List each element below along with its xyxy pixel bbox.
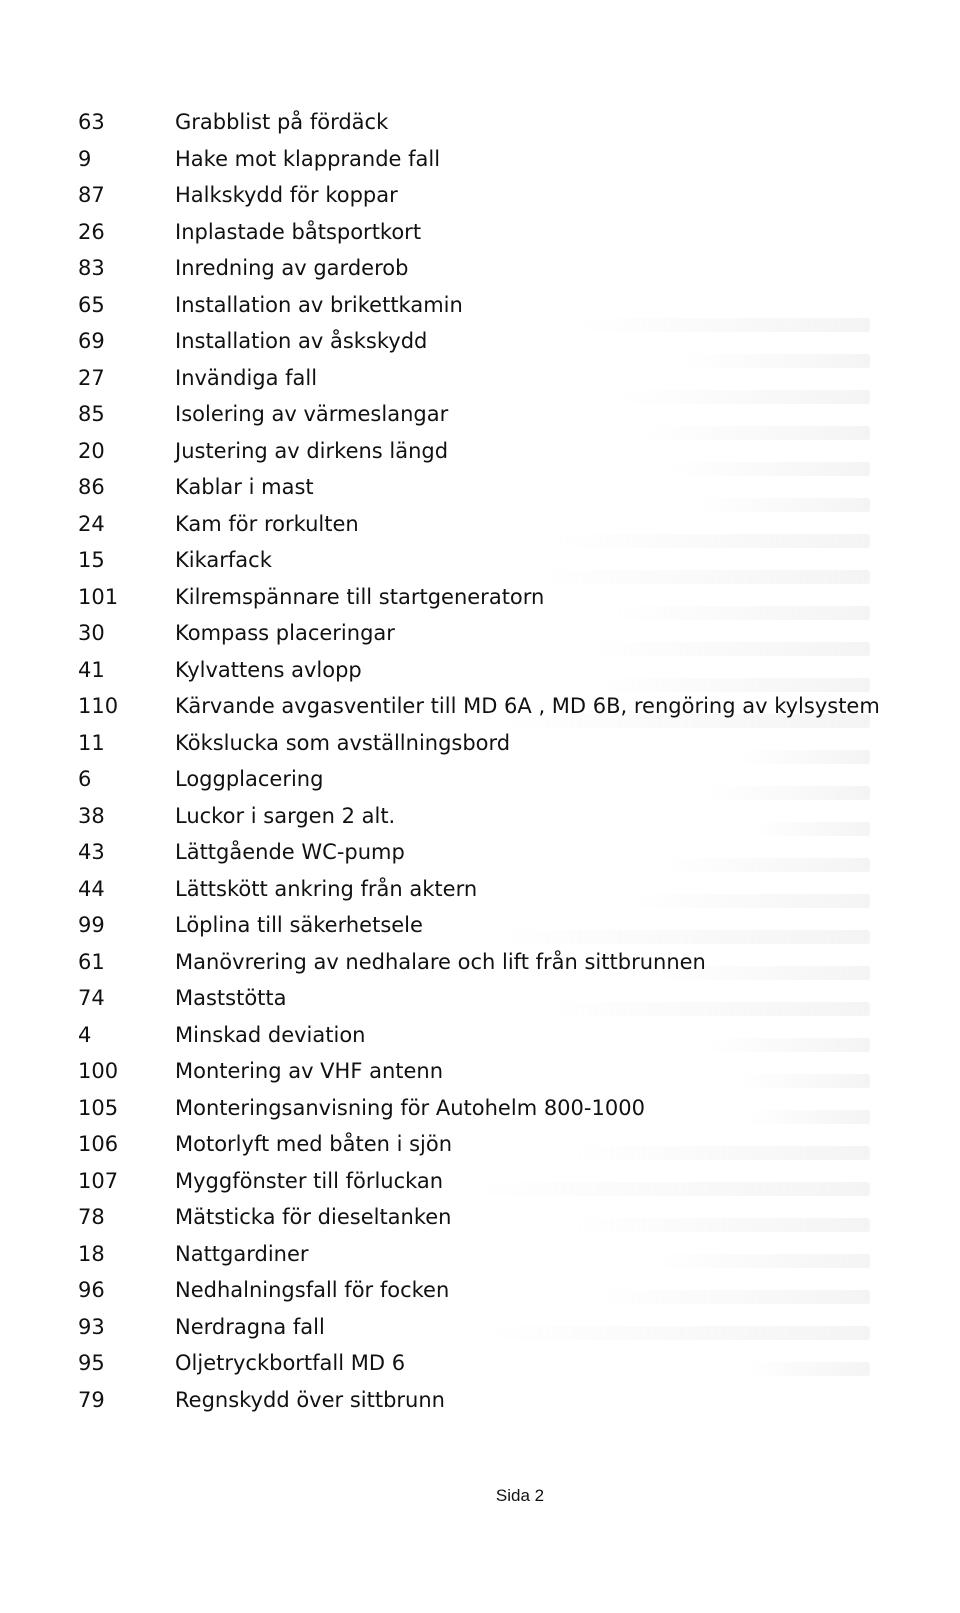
- list-item: [0, 1309, 960, 1346]
- list-item: [0, 1236, 960, 1273]
- list-item: [0, 834, 960, 871]
- entry-title: Lättskött ankring från aktern: [175, 876, 478, 901]
- list-item: [0, 250, 960, 287]
- entry-number: 44: [78, 876, 105, 901]
- entry-title: Inplastade båtsportkort: [175, 219, 422, 244]
- entry-title: Löplina till säkerhetsele: [175, 913, 423, 937]
- entry-number: 43: [78, 840, 105, 864]
- entry-title: Nerdragna fall: [175, 1314, 325, 1339]
- list-item: [0, 433, 960, 470]
- entry-title: Kablar i mast: [175, 475, 314, 499]
- entry-number: 26: [78, 219, 105, 244]
- list-item: [0, 506, 960, 543]
- entry-title: Grabblist på fördäck: [175, 110, 389, 134]
- entry-number: 11: [78, 730, 105, 755]
- entry-number: 100: [78, 1059, 119, 1083]
- list-item: [0, 1163, 960, 1200]
- list-item: [0, 1053, 960, 1090]
- entry-title: Installation av brikettkamin: [175, 292, 463, 317]
- entry-title: Regnskydd över sittbrunn: [175, 1387, 445, 1412]
- entry-title: Luckor i sargen 2 alt.: [175, 803, 396, 828]
- page-number: Sida 2: [495, 1486, 545, 1505]
- entry-number: 30: [78, 621, 105, 645]
- entry-title: Kylvattens avlopp: [175, 657, 362, 682]
- entry-title: Invändiga fall: [175, 365, 318, 390]
- entry-number: 41: [78, 657, 105, 682]
- list-item: [0, 1126, 960, 1163]
- entry-title: Kompass placeringar: [175, 621, 395, 645]
- entry-title: Maststötta: [175, 986, 287, 1010]
- list-item: [0, 469, 960, 506]
- list-item: [0, 396, 960, 433]
- entry-number: 63: [78, 110, 105, 134]
- list-item: [0, 360, 960, 397]
- list-item: [0, 944, 960, 981]
- entry-number: 78: [78, 1205, 105, 1229]
- entry-number: 83: [78, 256, 105, 280]
- list-item: [0, 871, 960, 908]
- list-item: [0, 980, 960, 1017]
- index-list: [0, 104, 960, 1418]
- entry-number: 4: [78, 1022, 92, 1047]
- list-item: [0, 725, 960, 762]
- entry-title: Motorlyft med båten i sjön: [175, 1132, 453, 1156]
- list-item: [0, 1272, 960, 1309]
- list-item: [0, 1382, 960, 1419]
- entry-title: Lättgående WC-pump: [175, 840, 405, 864]
- entry-number: 93: [78, 1314, 105, 1339]
- list-item: [0, 1199, 960, 1236]
- entry-number: 95: [78, 1351, 105, 1375]
- entry-number: 79: [78, 1387, 105, 1412]
- entry-number: 61: [78, 949, 105, 974]
- list-item: [0, 1345, 960, 1382]
- list-item: [0, 798, 960, 835]
- entry-number: 38: [78, 803, 105, 828]
- entry-number: 85: [78, 402, 105, 426]
- entry-title: Halkskydd för koppar: [175, 183, 398, 207]
- entry-number: 18: [78, 1241, 105, 1266]
- entry-title: Kikarfack: [175, 548, 272, 572]
- entry-title: Nattgardiner: [175, 1241, 309, 1266]
- entry-number: 86: [78, 475, 105, 499]
- list-item: [0, 1017, 960, 1054]
- entry-number: 107: [78, 1168, 119, 1193]
- entry-title: Kärvande avgasventiler till MD 6A , MD 6B, rengöring av kylsystem: [175, 694, 880, 718]
- entry-title: Nedhalningsfall för focken: [175, 1278, 450, 1302]
- list-item: [0, 1090, 960, 1127]
- entry-number: 105: [78, 1095, 119, 1120]
- list-item: [0, 652, 960, 689]
- entry-number: 9: [78, 146, 92, 171]
- list-item: [0, 761, 960, 798]
- list-item: [0, 141, 960, 178]
- entry-title: Manövrering av nedhalare och lift från sittbrunnen: [175, 949, 706, 974]
- list-item: [0, 287, 960, 324]
- entry-title: Kilremspännare till startgeneratorn: [175, 584, 545, 609]
- entry-title: Justering av dirkens längd: [175, 438, 449, 463]
- entry-number: 6: [78, 767, 92, 791]
- entry-title: Loggplacering: [175, 767, 324, 791]
- list-item: [0, 688, 960, 725]
- entry-number: 74: [78, 986, 105, 1010]
- list-item: [0, 579, 960, 616]
- list-item: [0, 907, 960, 944]
- entry-number: 101: [78, 584, 119, 609]
- entry-title: Minskad deviation: [175, 1022, 366, 1047]
- entry-title: Kökslucka som avställningsbord: [175, 730, 511, 755]
- entry-title: Inredning av garderob: [175, 256, 409, 280]
- list-item: [0, 177, 960, 214]
- list-item: [0, 542, 960, 579]
- entry-number: 110: [78, 694, 119, 718]
- entry-title: Oljetryckbortfall MD 6: [175, 1351, 406, 1375]
- entry-number: 87: [78, 183, 105, 207]
- entry-number: 15: [78, 548, 105, 572]
- list-item: [0, 323, 960, 360]
- entry-number: 65: [78, 292, 105, 317]
- entry-number: 24: [78, 511, 105, 536]
- entry-number: 69: [78, 329, 105, 353]
- entry-title: Monteringsanvisning för Autohelm 800-1000: [175, 1095, 645, 1120]
- entry-number: 27: [78, 365, 105, 390]
- list-item: [0, 214, 960, 251]
- entry-title: Isolering av värmeslangar: [175, 402, 449, 426]
- entry-title: Montering av VHF antenn: [175, 1059, 444, 1083]
- entry-title: Mätsticka för dieseltanken: [175, 1205, 452, 1229]
- entry-title: Myggfönster till förluckan: [175, 1168, 444, 1193]
- entry-number: 20: [78, 438, 105, 463]
- entry-title: Hake mot klapprande fall: [175, 146, 441, 171]
- list-item: [0, 104, 960, 141]
- list-item: [0, 615, 960, 652]
- entry-title: Kam för rorkulten: [175, 511, 359, 536]
- entry-title: Installation av åskskydd: [175, 329, 428, 353]
- entry-number: 99: [78, 913, 105, 937]
- entry-number: 106: [78, 1132, 119, 1156]
- entry-number: 96: [78, 1278, 105, 1302]
